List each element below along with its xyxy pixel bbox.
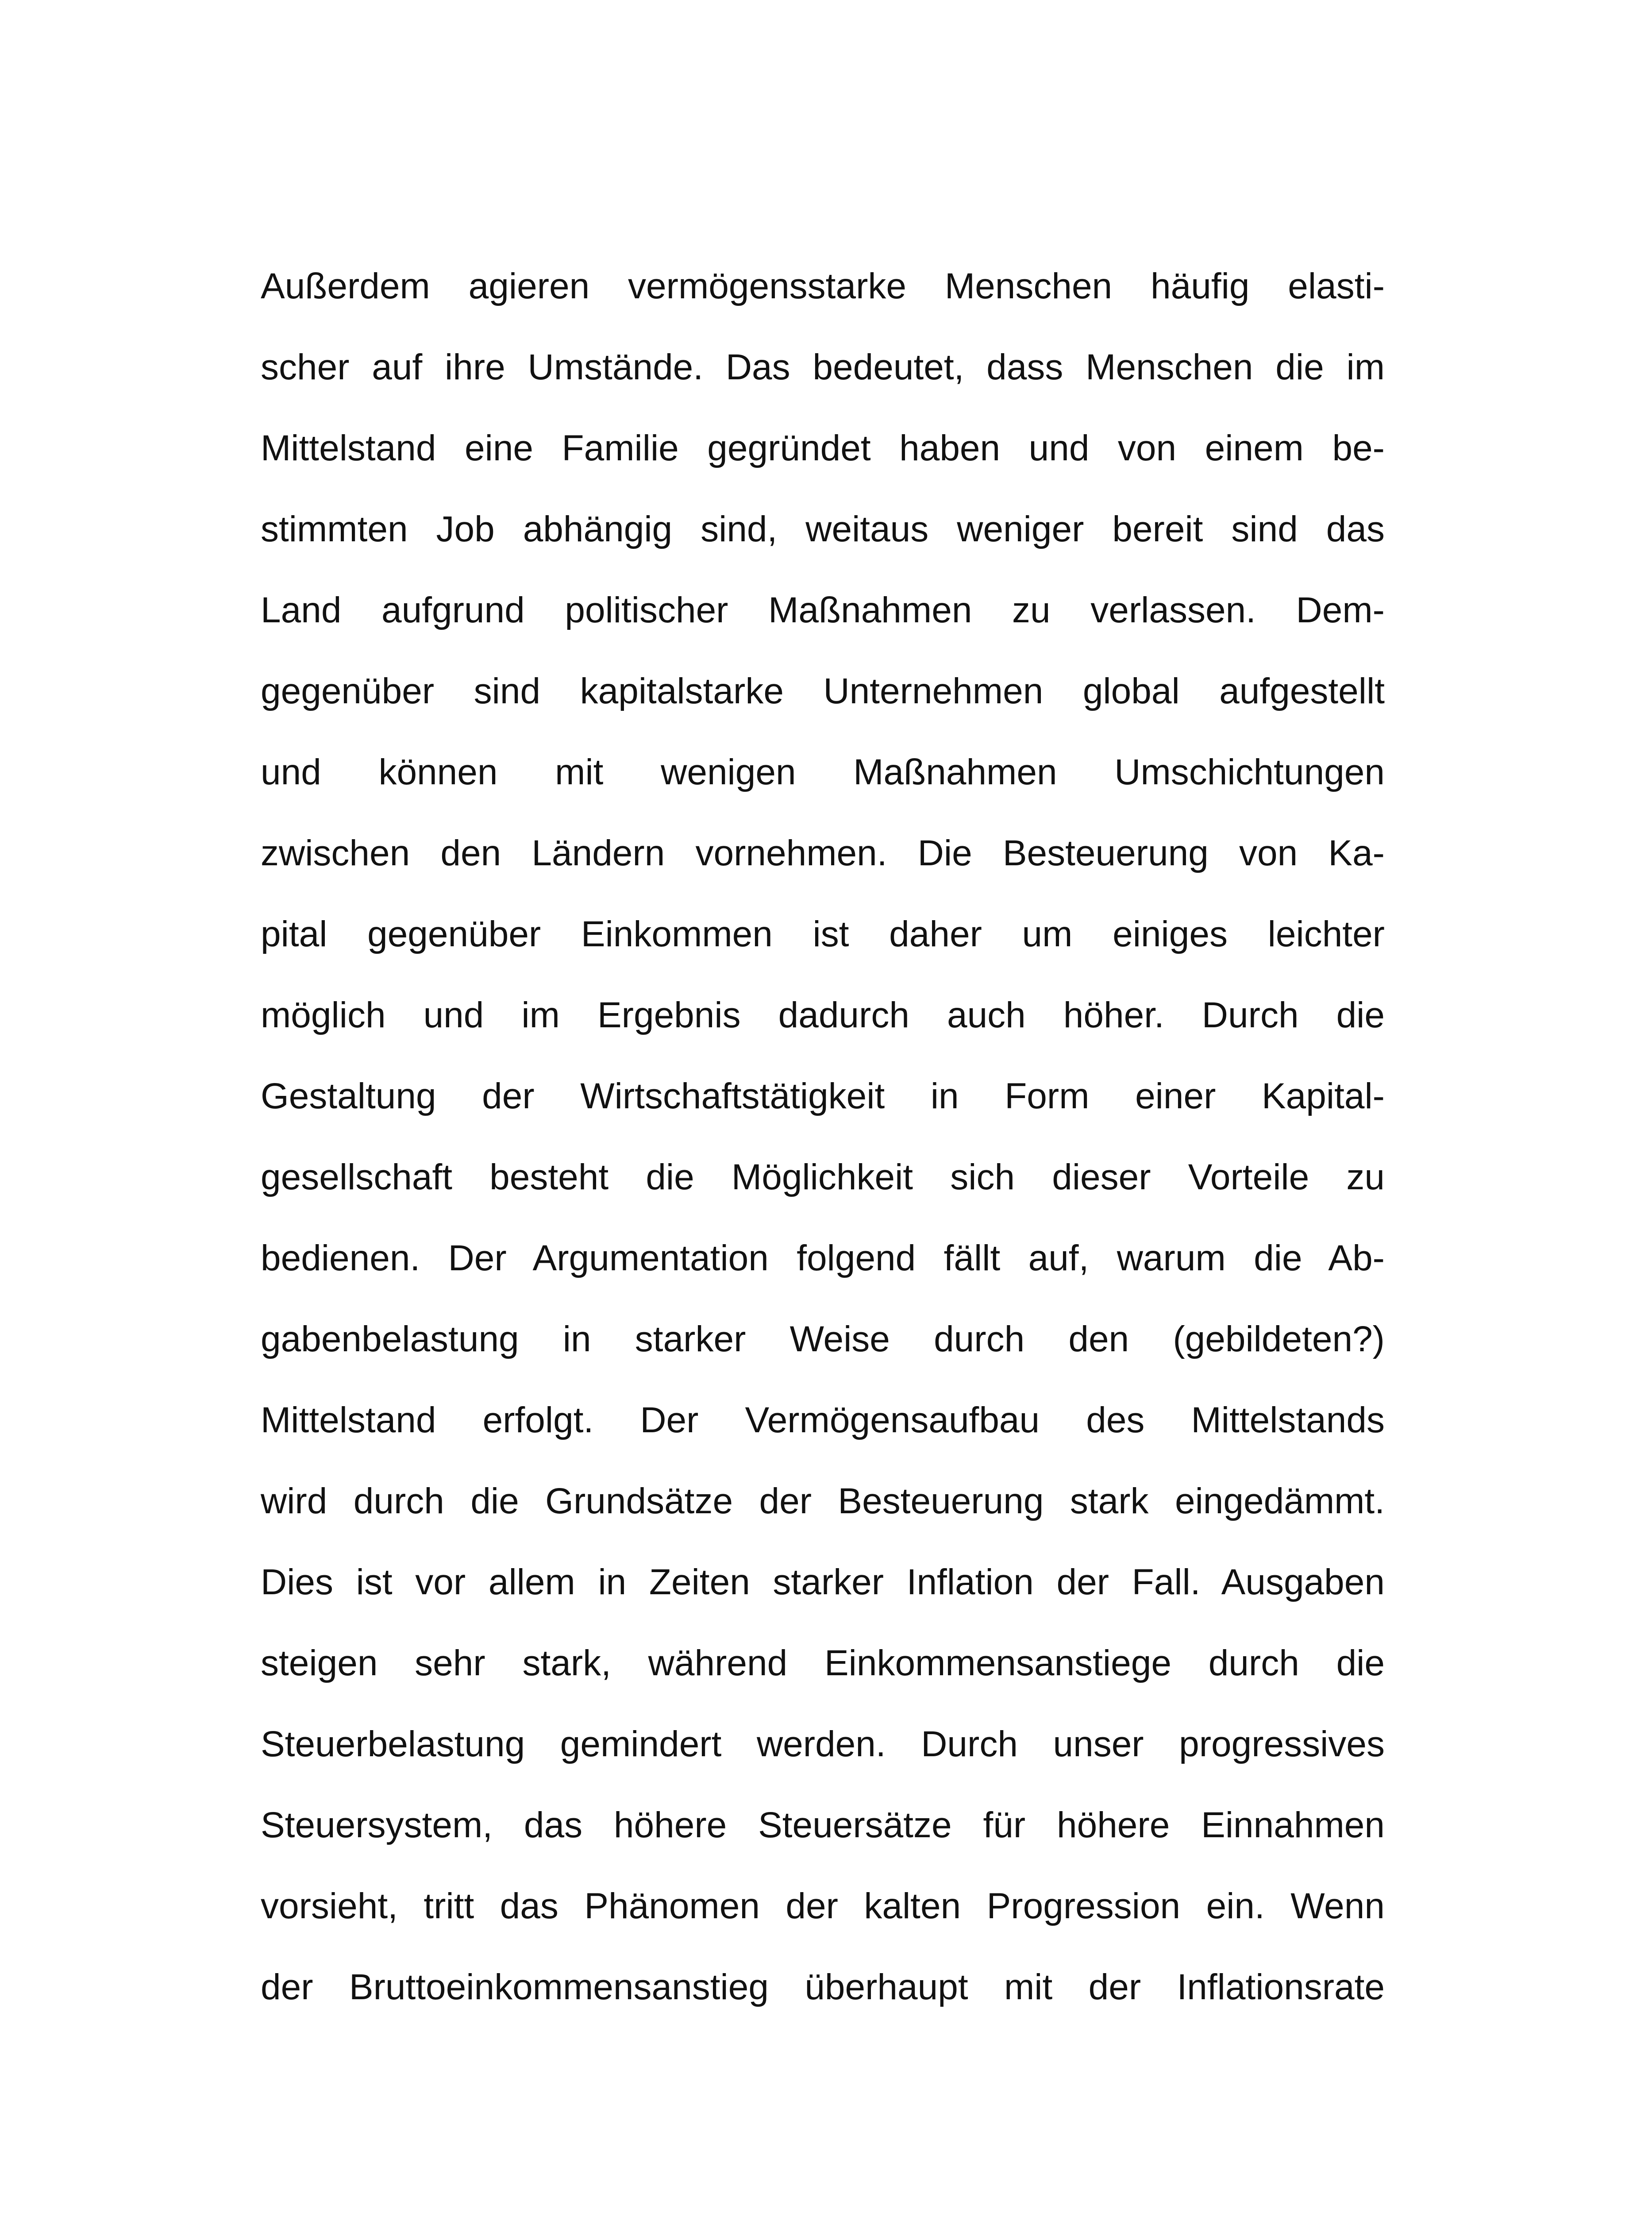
text-line-21: vorsieht, tritt das Phänomen der kalten Progression ein. Wenn — [261, 1886, 1385, 1926]
text-line-12: gesellschaft besteht die Möglichkeit sich dieser Vorteile zu — [261, 1157, 1385, 1197]
text-line-2: scher auf ihre Umstände. Das bedeutet, dass Menschen die im — [261, 347, 1385, 387]
text-line-11: Gestaltung der Wirtschaftstätigkeit in Form einer Kapital- — [261, 1076, 1385, 1116]
text-line-22: der Bruttoeinkommensanstieg überhaupt mit der Inflationsrate — [261, 1967, 1385, 2007]
text-line-16: wird durch die Grundsätze der Besteuerung stark eingedämmt. — [261, 1481, 1385, 1521]
text-line-20: Steuersystem, das höhere Steuersätze für höhere Einnahmen — [261, 1805, 1385, 1845]
text-line-9: pital gegenüber Einkommen ist daher um einiges leichter — [261, 914, 1385, 954]
text-line-15: Mittelstand erfolgt. Der Vermögensaufbau des Mittelstands — [261, 1400, 1385, 1440]
text-line-7: und können mit wenigen Maßnahmen Umschichtungen — [261, 752, 1385, 792]
text-line-10: möglich und im Ergebnis dadurch auch höher. Durch die — [261, 995, 1385, 1035]
text-line-6: gegenüber sind kapitalstarke Unternehmen global aufgestellt — [261, 671, 1385, 711]
text-line-8: zwischen den Ländern vornehmen. Die Besteuerung von Ka- — [261, 833, 1385, 873]
body-paragraph — [261, 246, 1385, 2028]
text-line-17: Dies ist vor allem in Zeiten starker Inflation der Fall. Ausgaben — [261, 1562, 1385, 1602]
text-line-4: stimmten Job abhängig sind, weitaus weniger bereit sind das — [261, 509, 1385, 549]
text-line-14: gabenbelastung in starker Weise durch den (gebildeten?) — [261, 1319, 1385, 1359]
text-line-13: bedienen. Der Argumentation folgend fällt auf, warum die Ab- — [261, 1238, 1385, 1278]
text-line-19: Steuerbelastung gemindert werden. Durch unser progressives — [261, 1724, 1385, 1764]
text-line-1: Außerdem agieren vermögensstarke Menschen häufig elasti- — [261, 266, 1385, 306]
text-line-18: steigen sehr stark, während Einkommensanstiege durch die — [261, 1643, 1385, 1683]
text-line-3: Mittelstand eine Familie gegründet haben und von einem be- — [261, 428, 1385, 468]
text-line-5: Land aufgrund politischer Maßnahmen zu verlassen. Dem- — [261, 590, 1385, 630]
